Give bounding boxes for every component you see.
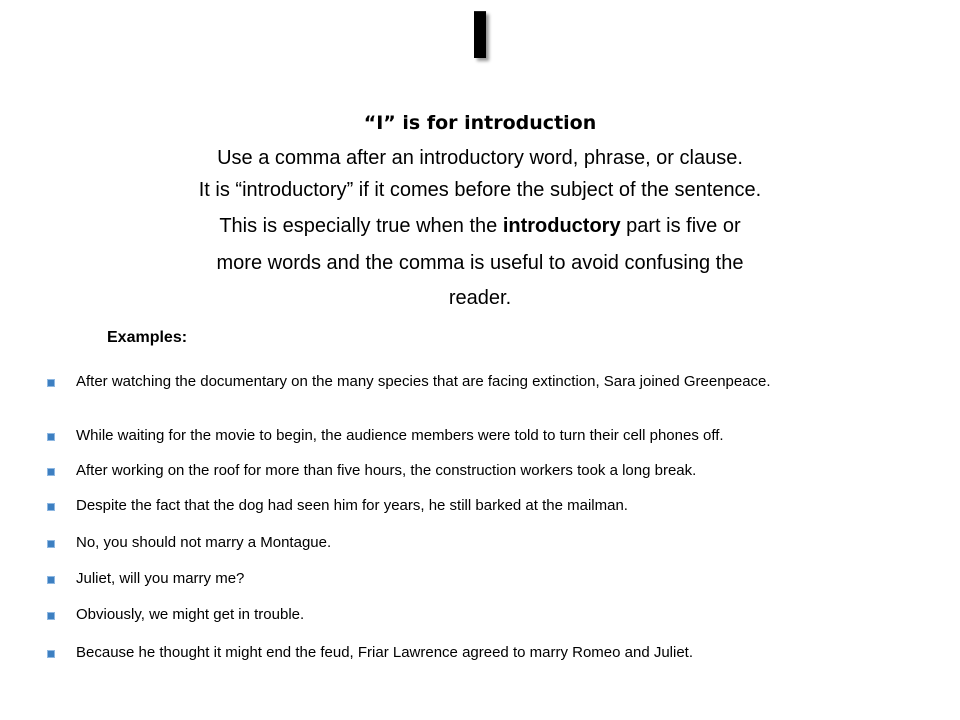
example-item bbox=[76, 571, 906, 587]
square-bullet-icon bbox=[47, 468, 55, 476]
example-text: Despite the fact that the dog had seen him for years, he still barked at the mailman. bbox=[76, 497, 628, 514]
rule-line-2: It is “introductory” if it comes before the subject of the sentence. bbox=[198, 179, 762, 201]
rule-line-1: Use a comma after an introductory word, phrase, or clause. bbox=[217, 147, 743, 169]
rule-line-3-emphasis: introductory bbox=[502, 215, 621, 237]
square-bullet-icon bbox=[47, 612, 55, 620]
example-text: Because he thought it might end the feud, Friar Lawrence agreed to marry Romeo and Juliet. bbox=[76, 644, 694, 661]
rule-line-4: more words and the comma is useful to avoid confusing the bbox=[216, 252, 744, 274]
slide-subtitle: “I” is for introduction bbox=[363, 112, 597, 134]
square-bullet-icon bbox=[47, 503, 55, 511]
example-item bbox=[76, 645, 906, 661]
example-text: After working on the roof for more than five hours, the construction workers took a long break. bbox=[76, 462, 697, 479]
example-text: Juliet, will you marry me? bbox=[76, 570, 245, 587]
example-item bbox=[76, 374, 906, 390]
example-text: Obviously, we might get in trouble. bbox=[76, 606, 305, 623]
slide-title-letter: I bbox=[468, 0, 492, 74]
rule-line-5: reader. bbox=[448, 287, 512, 309]
square-bullet-icon bbox=[47, 576, 55, 584]
example-item bbox=[76, 463, 906, 479]
square-bullet-icon bbox=[47, 540, 55, 548]
example-item bbox=[76, 498, 906, 514]
example-text: While waiting for the movie to begin, the audience members were told to turn their cell phones off. bbox=[76, 427, 724, 444]
square-bullet-icon bbox=[47, 379, 55, 387]
square-bullet-icon bbox=[47, 433, 55, 441]
examples-heading: Examples: bbox=[107, 329, 188, 346]
example-text: After watching the documentary on the many species that are facing extinction, Sara joined Greenpeace. bbox=[76, 373, 771, 390]
square-bullet-icon bbox=[47, 650, 55, 658]
rule-line-3-start: This is especially true when the bbox=[219, 215, 503, 237]
example-item bbox=[76, 607, 906, 623]
example-item bbox=[76, 428, 906, 444]
example-text: No, you should not marry a Montague. bbox=[76, 534, 332, 551]
rule-line-3-end: part is five or bbox=[620, 215, 741, 237]
example-item bbox=[76, 535, 906, 551]
